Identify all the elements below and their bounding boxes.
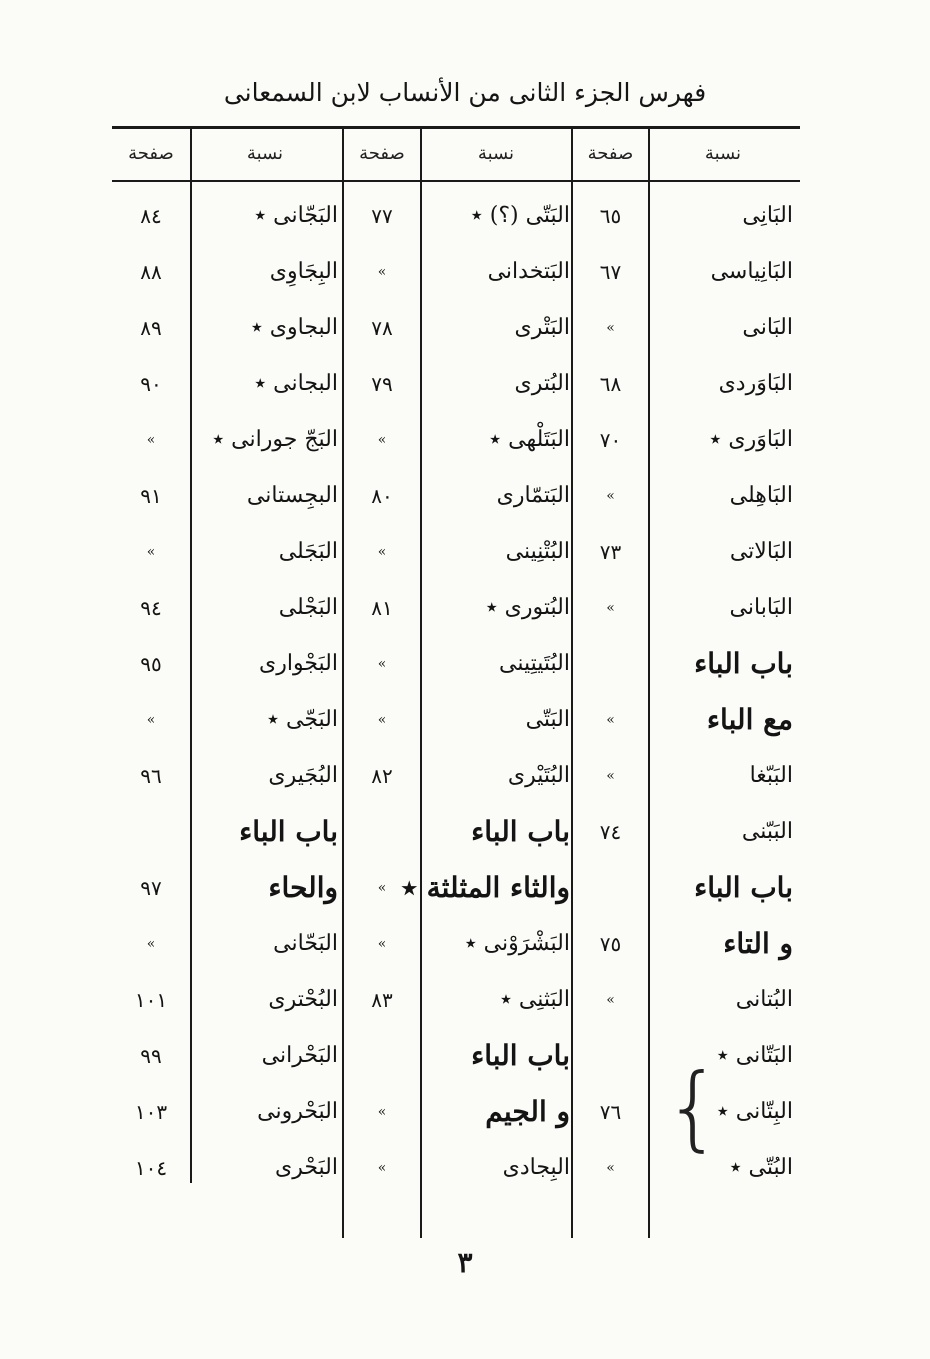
page-cell: ٧٦ [599, 1100, 622, 1124]
page-cell: ٦٧ [599, 260, 622, 284]
nisba-cell: البُترى [514, 371, 570, 396]
page-title: فهرس الجزء الثانى من الأنساب لابن السمعانى [223, 78, 707, 107]
page-cell: ٩٩ [140, 1044, 162, 1068]
nisba-cell: البجِستانى [246, 483, 338, 508]
table-row [0, 692, 930, 748]
page-cell: » [606, 488, 615, 504]
page-cell [573, 860, 648, 916]
nisba-cell: البَانى [742, 315, 793, 340]
nisba-cell: البُتورى ٭ [485, 595, 570, 620]
table-row [0, 580, 930, 636]
nisba-cell: باب الباء [694, 871, 793, 904]
page-cell: ١٠١ [134, 988, 168, 1012]
table-row [0, 300, 930, 356]
table-row [0, 244, 930, 300]
table-row [0, 636, 930, 692]
nisba-cell: البَاوَرى ٭ [709, 427, 793, 452]
brace-symbol: { [664, 1054, 723, 1161]
page-cell: ٨١ [371, 596, 393, 620]
table-row [0, 860, 930, 916]
page-cell: ٦٨ [599, 372, 622, 396]
page-cell: ٦٥ [599, 204, 622, 228]
header-nisba-3: نسبة [704, 143, 742, 164]
header-page-1: صفحة [128, 143, 174, 164]
nisba-cell: البَحْرى [274, 1155, 338, 1180]
table-row [0, 748, 930, 804]
nisba-cell: البَتَلْهى ٭ [489, 427, 570, 452]
nisba-cell: البُتَيتِينى [499, 651, 570, 676]
nisba-cell: البَجّ جورانى ٭ [212, 427, 338, 452]
page-cell [573, 1028, 648, 1084]
nisba-cell: البَشْرَوْنى ٭ [464, 931, 570, 956]
nisba-cell: البجاوى ٭ [250, 315, 338, 340]
page-cell: » [377, 264, 387, 280]
nisba-cell: البِتّانى ٭ [716, 1099, 793, 1124]
nisba-cell: البَجَلى [278, 539, 338, 564]
page-cell: ٨٩ [140, 316, 162, 340]
header-nisba-2: نسبة [477, 143, 515, 164]
nisba-cell: البَتمّارى [496, 483, 570, 508]
nisba-cell: والحاء [268, 871, 338, 904]
nisba-cell: البَجْلى [278, 595, 338, 620]
page-cell: » [606, 600, 615, 616]
page-cell: » [606, 712, 615, 728]
nisba-cell: البَالاتى [729, 539, 793, 564]
nisba-cell: و الجيم [485, 1095, 570, 1128]
table-row [0, 524, 930, 580]
table-row [0, 1028, 930, 1084]
page-cell: ١٠٣ [134, 1100, 168, 1124]
table-row [0, 972, 930, 1028]
nisba-cell: البجانى ٭ [254, 371, 338, 396]
table-row [0, 1140, 930, 1196]
table-row [0, 916, 930, 972]
nisba-cell: باب الباء [239, 815, 338, 848]
page-cell: » [377, 1104, 387, 1120]
page-cell: ٨٣ [371, 988, 393, 1012]
nisba-cell: البَتّى (؟) ٭ [470, 203, 570, 228]
header-rule [112, 180, 800, 182]
nisba-cell: البَاوَردى [718, 371, 793, 396]
nisba-cell: البُتَيْرى [507, 763, 570, 788]
nisba-cell: البَبّغا [749, 763, 793, 788]
page-cell: » [146, 544, 156, 560]
page-cell: ٨٢ [371, 764, 393, 788]
page-cell: » [606, 320, 615, 336]
nisba-cell: البُجَيرى [268, 763, 338, 788]
nisba-cell: البُتّى ٭ [729, 1155, 793, 1180]
header-nisba-1: نسبة [246, 143, 284, 164]
nisba-cell: و التاء [723, 927, 793, 960]
page-cell [112, 804, 190, 860]
page-cell: ٧٣ [599, 540, 622, 564]
page-cell: ٧٨ [371, 316, 393, 340]
page-cell: » [606, 1160, 615, 1176]
nisba-cell: البَتخدانى [487, 259, 570, 284]
nisba-cell: البُتْنِينى [505, 539, 570, 564]
page-cell: » [146, 712, 156, 728]
nisba-cell: البِجادى [502, 1155, 570, 1180]
nisba-cell: البَحْرونى [257, 1099, 338, 1124]
page-cell: ٨٤ [140, 204, 162, 228]
table-row [0, 468, 930, 524]
nisba-cell: البَجّانى ٭ [254, 203, 338, 228]
table-row [0, 356, 930, 412]
nisba-cell: البَاهِلى [729, 483, 793, 508]
page-cell: ٩٤ [140, 596, 162, 620]
table-row [0, 188, 930, 244]
page-cell [345, 1028, 419, 1084]
page-cell: » [377, 936, 387, 952]
header-page-2: صفحة [359, 143, 405, 164]
page-cell [573, 636, 648, 692]
page-cell: ٧٧ [371, 204, 393, 228]
page-cell: ٧٩ [371, 372, 393, 396]
page-cell: » [377, 432, 387, 448]
page-cell: » [377, 1160, 387, 1176]
table-row [0, 412, 930, 468]
page-cell: ١٠٤ [134, 1156, 168, 1180]
nisba-cell: البَانِى [742, 203, 793, 228]
page-cell: » [377, 880, 387, 896]
nisba-cell: البَبّنى [741, 819, 793, 844]
nisba-cell: البَانِياسى [710, 259, 793, 284]
page-cell: ٨٨ [140, 260, 162, 284]
page-cell: » [146, 432, 156, 448]
nisba-cell: باب الباء [471, 815, 570, 848]
nisba-cell: البَابانى [729, 595, 793, 620]
page-cell: » [377, 544, 387, 560]
page-cell [345, 804, 419, 860]
page-cell: ٧٥ [599, 932, 622, 956]
page-cell: ٧٤ [599, 820, 622, 844]
page-cell: » [606, 992, 615, 1008]
page-cell: ٩٧ [140, 876, 162, 900]
nisba-cell: البَحْرانى [261, 1043, 338, 1068]
nisba-cell: مع الباء [706, 703, 793, 736]
table-row [0, 804, 930, 860]
page-cell: ٩٦ [140, 764, 162, 788]
header-page-3: صفحة [587, 143, 634, 164]
page-cell: » [377, 712, 387, 728]
page-cell: » [606, 768, 615, 784]
page-cell: ٩١ [140, 484, 162, 508]
page-cell: » [377, 656, 387, 672]
nisba-cell: البَتّانى ٭ [716, 1043, 793, 1068]
page-cell: ٧٠ [599, 428, 622, 452]
nisba-cell: باب الباء [471, 1039, 570, 1072]
nisba-cell: البُحْترى [268, 987, 338, 1012]
nisba-cell: البَتّى [525, 707, 570, 732]
page-cell: » [146, 936, 156, 952]
page-cell: ٨٠ [371, 484, 393, 508]
nisba-cell: البَجّى ٭ [267, 707, 338, 732]
page-number: ٣ [457, 1246, 473, 1279]
nisba-cell: البَثنِى ٭ [499, 987, 570, 1012]
nisba-cell: البَتْرى [514, 315, 570, 340]
nisba-cell: والثاء المثلثة ٭ [401, 871, 570, 904]
nisba-cell: البُتانى [735, 987, 793, 1012]
page-cell: ٩٥ [140, 652, 162, 676]
page-cell: ٩٠ [140, 372, 162, 396]
top-rule [112, 126, 800, 129]
nisba-cell: باب الباء [694, 647, 793, 680]
nisba-cell: البِجَاوِى [269, 259, 338, 284]
nisba-cell: البَجْوارى [259, 651, 338, 676]
table-row [0, 1084, 930, 1140]
nisba-cell: البَحّانى [273, 931, 338, 956]
